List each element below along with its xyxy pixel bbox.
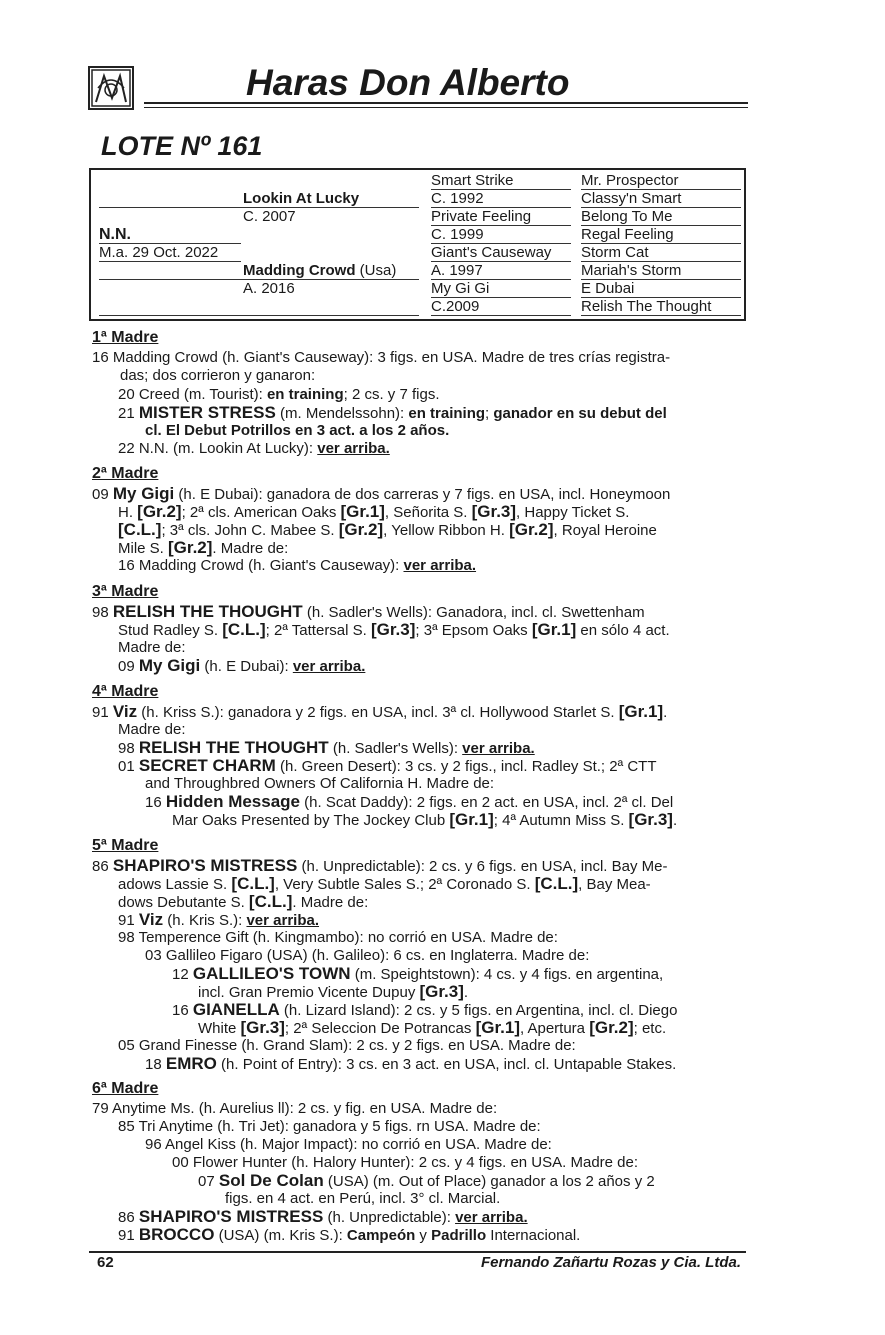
text-line: adows Lassie S. [C.L.], Very Subtle Sales S.; 2ª Coronado S. [C.L.], Bay Mea- xyxy=(118,874,651,893)
publisher: Fernando Zañartu Rozas y Cia. Ltda. xyxy=(480,1254,741,1271)
text-line: 09 My Gigi (h. E Dubai): ver arriba. xyxy=(118,656,366,675)
text-line: H. [Gr.2]; 2ª cls. American Oaks [Gr.1], Señorita S. [Gr.3], Happy Ticket S. xyxy=(118,502,630,521)
pedigree-cell: E Dubai xyxy=(581,280,635,297)
section-heading: 1ª Madre xyxy=(92,329,159,346)
text-line: 09 My Gigi (h. E Dubai): ganadora de dos carreras y 7 figs. en USA, incl. Honeymoon xyxy=(92,484,671,503)
text-line: [C.L.]; 3ª cls. John C. Mabee S. [Gr.2], Yellow Ribbon H. [Gr.2], Royal Heroine xyxy=(118,520,657,539)
section-heading: 4ª Madre xyxy=(92,683,159,700)
section-heading: 2ª Madre xyxy=(92,465,159,482)
pedigree-sire: Lookin At Lucky xyxy=(243,190,360,207)
header-rule xyxy=(144,102,748,104)
text-line: 96 Angel Kiss (h. Major Impact): no corrió en USA. Madre de: xyxy=(145,1136,552,1153)
text-line: Madre de: xyxy=(118,639,186,656)
text-line: 98 Temperence Gift (h. Kingmambo): no corrió en USA. Madre de: xyxy=(118,929,558,946)
text-line: 91 BROCCO (USA) (m. Kris S.): Campeón y Padrillo Internacional. xyxy=(118,1225,581,1244)
text-line: 07 Sol De Colan (USA) (m. Out of Place) ganador a los 2 años y 2 xyxy=(198,1171,655,1190)
pedigree-sire-year: C. 2007 xyxy=(243,208,296,225)
pedigree-cell: Relish The Thought xyxy=(581,298,712,315)
text-line: 86 SHAPIRO'S MISTRESS (h. Unpredictable): ver arriba. xyxy=(118,1207,528,1226)
pedigree-cell: Mr. Prospector xyxy=(581,172,679,189)
page-title: Haras Don Alberto xyxy=(246,62,570,103)
pedigree-cell: Giant's Causeway xyxy=(431,244,552,261)
text-line: Madre de: xyxy=(118,721,186,738)
text-line: 16 Madding Crowd (h. Giant's Causeway): ver arriba. xyxy=(118,557,477,574)
text-line: Mile S. [Gr.2]. Madre de: xyxy=(118,538,289,557)
pedigree-horse-birth: M.a. 29 Oct. 2022 xyxy=(99,244,219,261)
text-line: Mar Oaks Presented by The Jockey Club [Gr.1]; 4ª Autumn Miss S. [Gr.3]. xyxy=(172,810,678,829)
text-line: 16 Madding Crowd (h. Giant's Causeway): 3 figs. en USA. Madre de tres crías registra- xyxy=(92,349,671,366)
pedigree-cell: Classy'n Smart xyxy=(581,190,682,207)
crest-icon xyxy=(88,66,134,110)
text-line: 91 Viz (h. Kriss S.): ganadora y 2 figs. en USA, incl. 3ª cl. Hollywood Starlet S. [Gr.1]. xyxy=(92,702,668,721)
text-line: 91 Viz (h. Kris S.): ver arriba. xyxy=(118,910,320,929)
text-line: dows Debutante S. [C.L.]. Madre de: xyxy=(118,892,369,911)
text-line: 20 Creed (m. Tourist): en training; 2 cs. y 7 figs. xyxy=(118,386,440,403)
section-heading: 3ª Madre xyxy=(92,583,159,600)
text-line: Stud Radley S. [C.L.]; 2ª Tattersal S. [Gr.3]; 3ª Epsom Oaks [Gr.1] en sólo 4 act. xyxy=(118,620,670,639)
text-line: 18 EMRO (h. Point of Entry): 3 cs. en 3 act. en USA, incl. cl. Untapable Stakes. xyxy=(145,1054,677,1073)
lot-number: LOTE Nº 161 xyxy=(101,131,263,161)
pedigree-cell: C. 1999 xyxy=(431,226,484,243)
pedigree-cell: C. 1992 xyxy=(431,190,484,207)
text-line: 86 SHAPIRO'S MISTRESS (h. Unpredictable): 2 cs. y 6 figs. en USA, incl. Bay Me- xyxy=(92,856,668,875)
text-line: cl. El Debut Potrillos en 3 act. a los 2 años. xyxy=(145,422,450,439)
text-line: 85 Tri Anytime (h. Tri Jet): ganadora y 5 figs. rn USA. Madre de: xyxy=(118,1118,541,1135)
text-line: 16 Hidden Message (h. Scat Daddy): 2 figs. en 2 act. en USA, incl. 2ª cl. Del xyxy=(145,792,674,811)
pedigree-dam: Madding Crowd xyxy=(243,262,356,279)
header-rule-thin xyxy=(144,107,748,108)
text-line: das; dos corrieron y ganaron: xyxy=(120,367,316,384)
page-header xyxy=(88,62,748,112)
text-line: 01 SECRET CHARM (h. Green Desert): 3 cs. y 2 figs., incl. Radley St.; 2ª CTT xyxy=(118,756,657,775)
pedigree-cell: Mariah's Storm xyxy=(581,262,682,279)
text-line: incl. Gran Premio Vicente Dupuy [Gr.3]. xyxy=(198,982,469,1001)
text-line: 22 N.N. (m. Lookin At Lucky): ver arriba. xyxy=(118,440,390,457)
pedigree-cell: A. 1997 xyxy=(431,262,483,279)
pedigree-dam-year: A. 2016 xyxy=(243,280,295,297)
pedigree-dam-origin: (Usa) xyxy=(355,262,397,279)
pedigree-cell: Private Feeling xyxy=(431,208,532,225)
pedigree-cell: C.2009 xyxy=(431,298,480,315)
text-line: 05 Grand Finesse (h. Grand Slam): 2 cs. y 2 figs. en USA. Madre de: xyxy=(118,1037,576,1054)
text-line: White [Gr.3]; 2ª Seleccion De Potrancas [Gr.1], Apertura [Gr.2]; etc. xyxy=(198,1018,667,1037)
pedigree-cell: Smart Strike xyxy=(431,172,514,189)
text-line: 79 Anytime Ms. (h. Aurelius ll): 2 cs. y fig. en USA. Madre de: xyxy=(92,1100,498,1117)
footer-rule xyxy=(89,1251,746,1253)
text-line: 16 GIANELLA (h. Lizard Island): 2 cs. y 5 figs. en Argentina, incl. cl. Diego xyxy=(172,1000,678,1019)
text-line: 03 Gallileo Figaro (USA) (h. Galileo): 6 cs. en Inglaterra. Madre de: xyxy=(145,947,590,964)
pedigree-horse: N.N. xyxy=(99,226,131,243)
section-heading: 5ª Madre xyxy=(92,837,159,854)
pedigree-cell: My Gi Gi xyxy=(431,280,490,297)
pedigree-cell: Storm Cat xyxy=(581,244,649,261)
pedigree-table xyxy=(89,168,746,321)
text-line: 98 RELISH THE THOUGHT (h. Sadler's Wells): Ganadora, incl. cl. Swettenham xyxy=(92,602,645,621)
text-line: 00 Flower Hunter (h. Halory Hunter): 2 cs. y 4 figs. en USA. Madre de: xyxy=(172,1154,639,1171)
page-number: 62 xyxy=(97,1254,114,1271)
pedigree-dam-line xyxy=(243,262,396,279)
text-line: 98 RELISH THE THOUGHT (h. Sadler's Wells): ver arriba. xyxy=(118,738,535,757)
pedigree-cell: Regal Feeling xyxy=(581,226,674,243)
text-line: and Throughbred Owners Of California H. Madre de: xyxy=(145,775,495,792)
text-line: 12 GALLILEO'S TOWN (m. Speightstown): 4 cs. y 4 figs. en argentina, xyxy=(172,964,664,983)
section-heading: 6ª Madre xyxy=(92,1080,159,1097)
pedigree-cell: Belong To Me xyxy=(581,208,673,225)
text-line: 21 MISTER STRESS (m. Mendelssohn): en training; ganador en su debut del xyxy=(118,403,667,422)
text-line: figs. en 4 act. en Perú, incl. 3° cl. Marcial. xyxy=(225,1190,501,1207)
